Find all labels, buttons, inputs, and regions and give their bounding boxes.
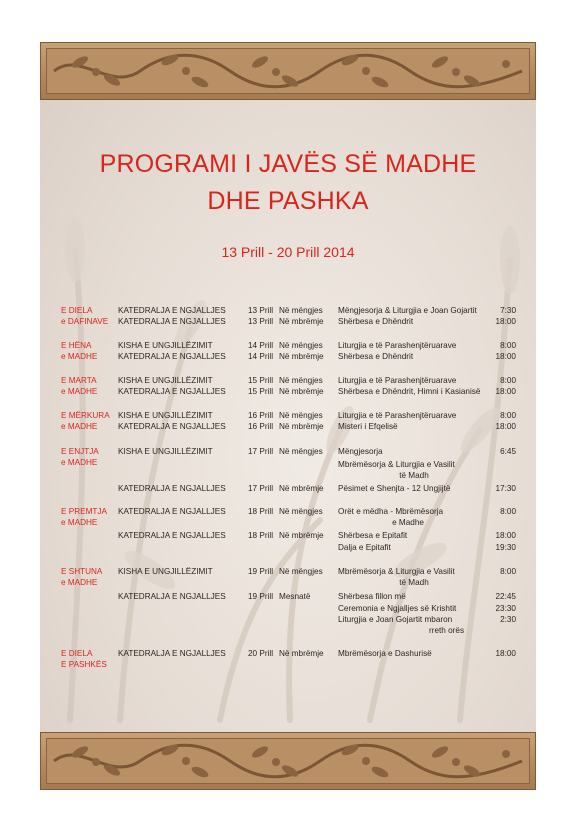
time-of-day: Në mbrëmje	[279, 317, 324, 326]
service: rreth orës	[429, 626, 465, 635]
page-title-line2: DHE PASHKA	[207, 187, 369, 215]
time: 6:45	[500, 447, 516, 456]
date: 20 Prill	[248, 649, 274, 658]
service: Ceremonia e Ngjalljes së Krishtit	[338, 604, 457, 613]
service: Shërbesa fillon më	[338, 592, 406, 601]
church: KISHA E UNGJILLËZIMIT	[118, 411, 213, 420]
service: Liturgjia e të Parashenjtëruarave	[338, 341, 457, 350]
day-label: E SHTUNA	[61, 567, 103, 576]
time: 23:30	[495, 604, 516, 613]
church: KATEDRALJA E NGJALLJES	[118, 507, 226, 516]
day-label: E DIELA	[61, 306, 93, 315]
service: Pësimet e Shenjta - 12 Ungjijtë	[338, 484, 451, 493]
service: Shërbesa e Dhëndrit	[338, 352, 414, 361]
time: 8:00	[500, 507, 516, 516]
day-label: e MADHE	[61, 352, 98, 361]
page-title-line1: PROGRAMI I JAVËS SË MADHE	[99, 150, 477, 178]
date: 15 Prill	[248, 387, 274, 396]
service: Dalja e Epitafit	[338, 543, 391, 552]
service: Mbrëmësorja & Liturgjia e Vasilit	[338, 460, 455, 469]
time: 8:00	[500, 411, 516, 420]
date: 17 Prill	[248, 484, 274, 493]
time-of-day: Në mëngjes	[279, 341, 323, 350]
time: 17:30	[495, 484, 516, 493]
time: 7:30	[500, 306, 516, 315]
time: 18:00	[495, 422, 516, 431]
time: 8:00	[500, 567, 516, 576]
service: Mbrëmësorja e Dashurisë	[338, 649, 432, 658]
date: 13 Prill	[248, 317, 274, 326]
time-of-day: Në mbrëmje	[279, 484, 324, 493]
time-of-day: Në mëngjes	[279, 376, 323, 385]
service: Liturgjia e të Parashenjtëruarave	[338, 411, 457, 420]
service: Mëngjesorja	[338, 447, 383, 456]
service: Misteri i Efqelisë	[338, 422, 398, 431]
time: 8:00	[500, 341, 516, 350]
time: 19:30	[495, 543, 516, 552]
date: 18 Prill	[248, 531, 274, 540]
date: 14 Prill	[248, 352, 274, 361]
service: Mbrëmësorja & Liturgjia e Vasilit	[338, 567, 455, 576]
time-of-day: Në mbrëmje	[279, 649, 324, 658]
church: KATEDRALJA E NGJALLJES	[118, 352, 226, 361]
day-label: e DAFINAVE	[61, 317, 109, 326]
day-label: e MADHE	[61, 387, 98, 396]
time: 18:00	[495, 387, 516, 396]
church: KATEDRALJA E NGJALLJES	[118, 387, 226, 396]
church: KISHA E UNGJILLËZIMIT	[118, 341, 213, 350]
church: KATEDRALJA E NGJALLJES	[118, 649, 226, 658]
time: 2:30	[500, 615, 516, 624]
time-of-day: Në mbrëmje	[279, 531, 324, 540]
day-label: E MËRKURA	[61, 411, 110, 420]
day-label: E HËNA	[61, 341, 92, 350]
time-of-day: Në mbrëmje	[279, 352, 324, 361]
time-of-day: Në mëngjes	[279, 507, 323, 516]
church: KATEDRALJA E NGJALLJES	[118, 422, 226, 431]
day-label: E MARTA	[61, 376, 97, 385]
time-of-day: Në mbrëmje	[279, 387, 324, 396]
church: KATEDRALJA E NGJALLJES	[118, 484, 226, 493]
service: Shërbesa e Dhëndrit, Himni i Kasianisë	[338, 387, 481, 396]
church: KISHA E UNGJILLËZIMIT	[118, 447, 213, 456]
day-label: E PASHKËS	[61, 660, 107, 669]
date-range: 13 Prill - 20 Prill 2014	[221, 244, 355, 260]
day-label: e MADHE	[61, 518, 98, 527]
time-of-day: Mesnatë	[279, 592, 311, 601]
poster	[40, 42, 536, 790]
time: 22:45	[495, 592, 516, 601]
church: KISHA E UNGJILLËZIMIT	[118, 376, 213, 385]
day-label: E DIELA	[61, 649, 93, 658]
service: Orët e mëdha - Mbrëmësorja	[338, 507, 444, 516]
service: Shërbesa e Epitafit	[338, 531, 408, 540]
day-label: e MADHE	[61, 578, 98, 587]
service: të Madh	[399, 578, 429, 587]
church: KATEDRALJA E NGJALLJES	[118, 306, 226, 315]
time: 18:00	[495, 317, 516, 326]
service: e Madhe	[392, 518, 424, 527]
service: të Madh	[399, 471, 429, 480]
schedule	[40, 42, 536, 790]
time: 8:00	[500, 376, 516, 385]
time: 18:00	[495, 352, 516, 361]
date: 15 Prill	[248, 376, 274, 385]
time-of-day: Në mëngjes	[279, 306, 323, 315]
date: 16 Prill	[248, 411, 274, 420]
church: KATEDRALJA E NGJALLJES	[118, 531, 226, 540]
date: 14 Prill	[248, 341, 274, 350]
time-of-day: Në mbrëmje	[279, 422, 324, 431]
time-of-day: Në mëngjes	[279, 567, 323, 576]
church: KISHA E UNGJILLËZIMIT	[118, 567, 213, 576]
time-of-day: Në mëngjes	[279, 447, 323, 456]
service: Liturgjia e Joan Gojartit mbaron	[338, 615, 453, 624]
time: 18:00	[495, 649, 516, 658]
time: 18:00	[495, 531, 516, 540]
day-label: E ENJTJA	[61, 447, 99, 456]
date: 18 Prill	[248, 507, 274, 516]
service: Shërbesa e Dhëndrit	[338, 317, 414, 326]
time-of-day: Në mëngjes	[279, 411, 323, 420]
wood-border-bottom	[40, 732, 536, 790]
date: 19 Prill	[248, 592, 274, 601]
date: 17 Prill	[248, 447, 274, 456]
service: Mëngjesorja & Liturgjia e Joan Gojartit	[338, 306, 477, 315]
date: 19 Prill	[248, 567, 274, 576]
day-label: e MADHE	[61, 422, 98, 431]
day-label: e MADHE	[61, 458, 98, 467]
church: KATEDRALJA E NGJALLJES	[118, 317, 226, 326]
day-label: E PREMTJA	[61, 507, 107, 516]
date: 16 Prill	[248, 422, 274, 431]
church: KATEDRALJA E NGJALLJES	[118, 592, 226, 601]
date: 13 Prill	[248, 306, 274, 315]
service: Liturgjia e të Parashenjtëruarave	[338, 376, 457, 385]
